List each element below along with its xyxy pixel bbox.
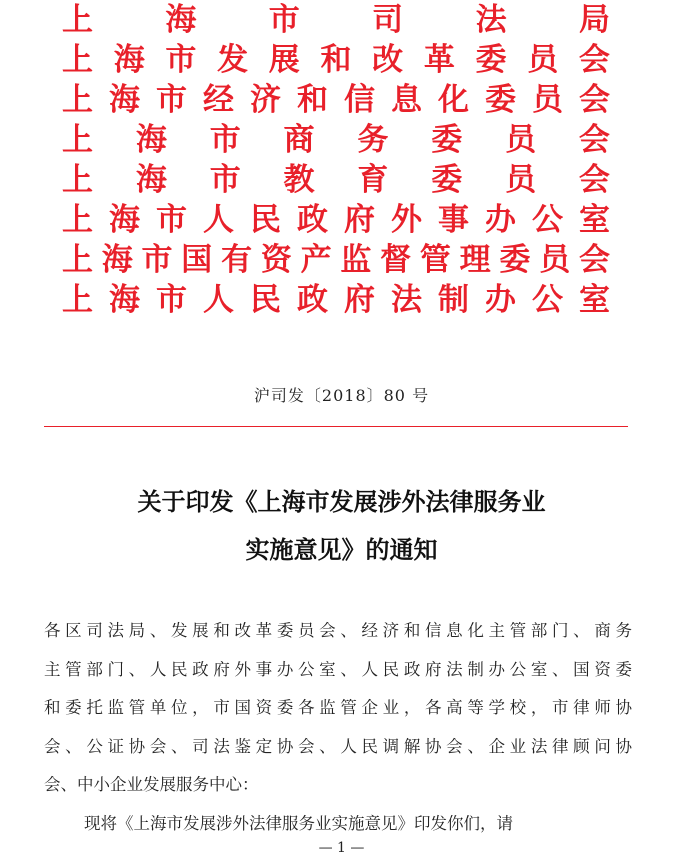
- issuer-char: 市: [209, 122, 241, 158]
- issuer-char: 府: [344, 282, 375, 318]
- issuer-char: 上: [62, 202, 93, 238]
- issuer-char: 和: [320, 42, 352, 78]
- document-number: 沪司发〔2018〕80 号: [253, 386, 430, 405]
- issuer-char: 改: [372, 42, 404, 78]
- issuer-line: [62, 40, 610, 80]
- title-line-2: 实施意见》的通知: [245, 535, 438, 564]
- issuer-char: 委: [485, 82, 516, 118]
- issuer-char: 化: [438, 82, 469, 118]
- issuer-char: 员: [505, 162, 537, 198]
- issuer-char: 上: [62, 122, 93, 158]
- issuer-line: [62, 240, 610, 280]
- red-divider-line: [44, 426, 628, 427]
- issuer-char: 理: [459, 242, 491, 278]
- issuer-char: 委: [475, 42, 507, 78]
- issuer-line: [62, 200, 610, 240]
- issuer-char: 督: [380, 242, 412, 278]
- issuer-char: 事: [438, 202, 469, 238]
- issuer-char: 室: [579, 282, 610, 318]
- issuer-char: 育: [357, 162, 389, 198]
- issuer-char: 上: [62, 42, 93, 78]
- issuer-char: 市: [165, 42, 197, 78]
- issuer-char: 民: [250, 282, 281, 318]
- issuer-char: 上: [62, 82, 93, 118]
- issuer-char: 府: [344, 202, 375, 238]
- issuer-line: [62, 0, 610, 40]
- issuer-char: 委: [431, 122, 463, 158]
- issuer-char: 展: [268, 42, 300, 78]
- body-line-5: 会、中小企业发展服务中心：: [44, 775, 259, 794]
- issuer-char: 市: [156, 82, 187, 118]
- body-line-4: 会、公证协会、司法鉴定协会、人民调解协会、企业法律顾问协: [44, 736, 632, 756]
- issuer-char: 法: [475, 2, 507, 38]
- issuer-char: 务: [357, 122, 389, 158]
- issuer-char: 商: [283, 122, 315, 158]
- issuer-char: 公: [532, 202, 563, 238]
- body-line-6: 现将《上海市发展涉外法律服务业实施意见》印发你们，请: [84, 813, 513, 833]
- issuer-char: 办: [485, 282, 516, 318]
- issuer-char: 局: [578, 2, 610, 38]
- issuer-char: 管: [419, 242, 451, 278]
- issuer-char: 教: [283, 162, 315, 198]
- issuer-char: 政: [297, 282, 328, 318]
- issuer-char: 委: [431, 162, 463, 198]
- issuer-char: 市: [156, 202, 187, 238]
- issuer-char: 会: [578, 162, 610, 198]
- issuer-char: 海: [113, 42, 145, 78]
- issuer-char: 有: [221, 242, 253, 278]
- issuer-char: 外: [391, 202, 422, 238]
- issuer-char: 人: [203, 202, 234, 238]
- body-line-3: 和委托监管单位，市国资委各监管企业，各高等学校，市律师协: [44, 698, 632, 717]
- issuer-char: 室: [579, 202, 610, 238]
- issuer-char: 市: [156, 282, 187, 318]
- issuer-char: 会: [579, 82, 610, 118]
- issuer-char: 委: [499, 242, 531, 278]
- issuer-char: 海: [109, 82, 140, 118]
- issuer-char: 民: [250, 202, 281, 238]
- issuer-char: 海: [135, 122, 167, 158]
- issuer-char: 制: [438, 282, 469, 318]
- issuer-line: [62, 80, 610, 120]
- issuer-line: [62, 160, 610, 200]
- issuer-char: 监: [340, 242, 372, 278]
- body-line-1: 各区司法局、发展和改革委员会、经济和信息化主管部门、商务: [44, 621, 632, 640]
- issuer-char: 司: [372, 2, 404, 38]
- issuer-char: 产: [300, 242, 332, 278]
- issuer-line: [62, 120, 610, 160]
- issuer-char: 员: [527, 42, 559, 78]
- issuer-char: 员: [539, 242, 571, 278]
- issuer-char: 上: [62, 162, 93, 198]
- issuer-char: 资: [260, 242, 292, 278]
- issuer-char: 海: [109, 202, 140, 238]
- issuer-char: 上: [62, 242, 93, 278]
- issuer-char: 公: [532, 282, 563, 318]
- issuer-char: 市: [141, 242, 173, 278]
- body-line-2: 主管部门、人民政府外事办公室、人民政府法制办公室、国资委: [44, 659, 632, 679]
- issuer-char: 市: [209, 162, 241, 198]
- issuer-char: 政: [297, 202, 328, 238]
- issuer-line: [62, 280, 610, 320]
- issuer-char: 会: [578, 42, 610, 78]
- issuer-char: 办: [485, 202, 516, 238]
- issuer-char: 经: [203, 82, 234, 118]
- issuer-char: 法: [391, 282, 422, 318]
- issuer-char: 息: [391, 82, 422, 118]
- issuer-char: 人: [203, 282, 234, 318]
- issuing-authorities: [62, 0, 610, 320]
- issuer-char: 员: [505, 122, 537, 158]
- issuer-char: 海: [101, 242, 133, 278]
- issuer-char: 会: [578, 122, 610, 158]
- issuer-char: 信: [344, 82, 375, 118]
- page-number: — 1 —: [318, 840, 365, 856]
- issuer-char: 国: [181, 242, 213, 278]
- issuer-char: 发: [217, 42, 249, 78]
- document-body: [44, 612, 632, 843]
- issuer-char: 海: [165, 2, 197, 38]
- issuer-char: 会: [578, 242, 610, 278]
- issuer-char: 上: [62, 2, 93, 38]
- document-title: [0, 478, 683, 574]
- issuer-char: 市: [268, 2, 300, 38]
- title-line-1: 关于印发《上海市发展涉外法律服务业: [137, 487, 546, 516]
- issuer-char: 和: [297, 82, 328, 118]
- issuer-char: 上: [62, 282, 93, 318]
- issuer-char: 员: [532, 82, 563, 118]
- issuer-char: 海: [135, 162, 167, 198]
- issuer-char: 革: [423, 42, 455, 78]
- issuer-char: 海: [109, 282, 140, 318]
- issuer-char: 济: [250, 82, 281, 118]
